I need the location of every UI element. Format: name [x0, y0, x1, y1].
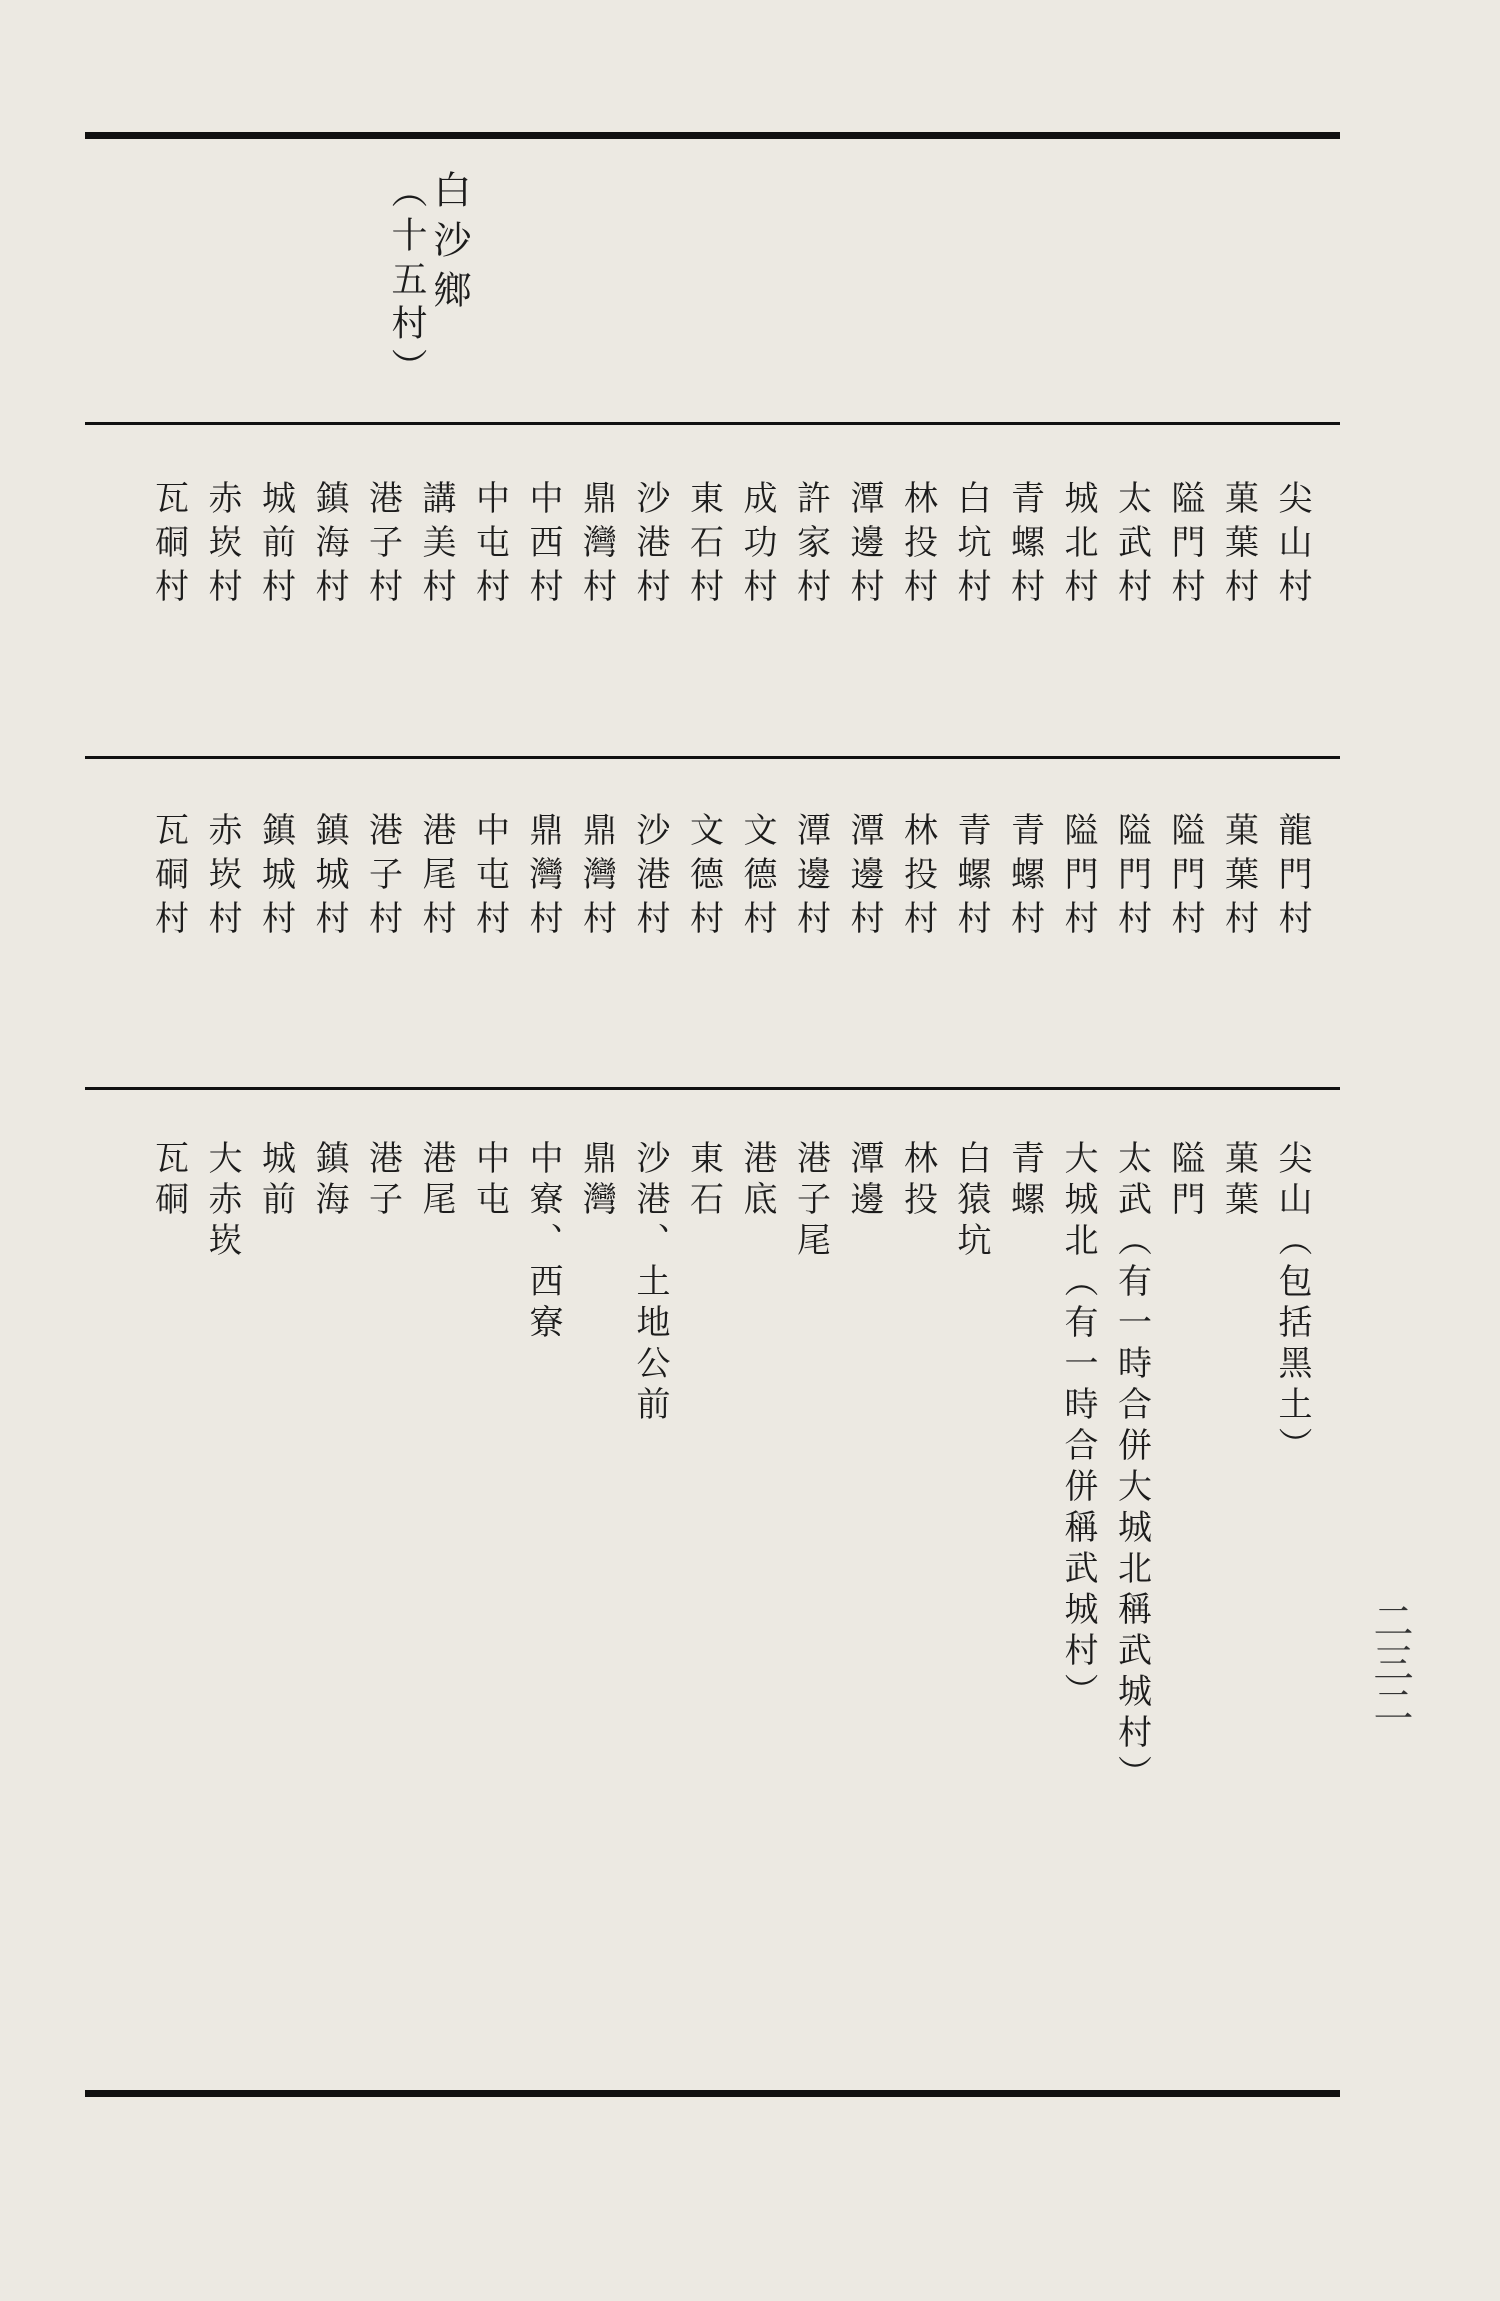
table-cell: 東石 — [683, 1140, 724, 1222]
table-cell: 港底 — [737, 1140, 777, 1222]
table-cell: 講美村 — [416, 480, 456, 612]
table-cell: 大赤崁 — [202, 1140, 242, 1263]
rule-row-1 — [85, 756, 1340, 759]
table-cell: 鼎灣村 — [576, 480, 617, 612]
table-cell: 瓦硐村 — [148, 480, 189, 612]
table-cell: 成功村 — [737, 480, 777, 612]
table-cell: 林投 — [897, 1140, 938, 1222]
table-cell: 港子村 — [362, 812, 403, 944]
table-cell: 隘門村 — [1111, 812, 1152, 944]
table-cell: 瓦硐村 — [148, 812, 189, 944]
table-cell: 青螺村 — [1004, 812, 1045, 944]
table-cell: 瓦硐 — [148, 1140, 189, 1222]
table-cell: 隘門村 — [1165, 480, 1205, 612]
table-cell: 城前 — [255, 1140, 296, 1222]
table-cell: 文德村 — [683, 812, 724, 944]
table-cell: 中西村 — [523, 480, 563, 612]
table-cell: 白坑村 — [951, 480, 991, 612]
table-cell: 鼎灣村 — [523, 812, 563, 944]
table-cell: 隘門 — [1165, 1140, 1205, 1222]
table-cell: 白猿坑 — [951, 1140, 991, 1263]
table-cell: 青螺村 — [951, 812, 991, 944]
table-cell: 青螺村 — [1004, 480, 1045, 612]
table-cell: 沙港村 — [630, 480, 670, 612]
table-cell: 潭邊村 — [844, 480, 884, 612]
page-number: 二三二 — [1367, 1600, 1413, 1726]
table-cell: 菓葉 — [1218, 1140, 1259, 1222]
table-cell: 沙港村 — [630, 812, 670, 944]
table-cell: 鼎灣村 — [576, 812, 617, 944]
table-cell: 中屯村 — [469, 812, 510, 944]
table-cell: 城前村 — [255, 480, 296, 612]
table-cell: 鼎灣 — [576, 1140, 617, 1222]
table-cell: 港子村 — [362, 480, 403, 612]
bottom-rule — [85, 2090, 1340, 2097]
table-cell: 鎮海村 — [309, 480, 349, 612]
table-cell: 林投村 — [897, 812, 938, 944]
table-cell: 城北村 — [1058, 480, 1098, 612]
table-cell: 赤崁村 — [202, 480, 242, 612]
rule-row-2 — [85, 1087, 1340, 1090]
table-cell: 隘門村 — [1058, 812, 1098, 944]
table-cell: 潭邊 — [844, 1140, 884, 1222]
table-cell: 港尾 — [416, 1140, 456, 1222]
table-cell: 潭邊村 — [844, 812, 884, 944]
table-cell: 菓葉村 — [1218, 480, 1259, 612]
table-cell: 林投村 — [897, 480, 938, 612]
table-cell: 港子 — [362, 1140, 403, 1222]
rule-under-heading — [85, 422, 1340, 425]
table-cell: 尖山村 — [1272, 480, 1312, 612]
table-cell: 赤崁村 — [202, 812, 242, 944]
table-cell: 鎮城村 — [255, 812, 296, 944]
table-cell: 隘門村 — [1165, 812, 1205, 944]
table-cell: 菓葉村 — [1218, 812, 1259, 944]
table-cell: 鎮海 — [309, 1140, 349, 1222]
table-cell: 潭邊村 — [790, 812, 831, 944]
table-cell: 中屯 — [469, 1140, 510, 1222]
township-name: 白沙鄉 — [427, 170, 471, 320]
table-cell: 東石村 — [683, 480, 724, 612]
table-cell: 許家村 — [790, 480, 831, 612]
table-cell: 港子尾 — [790, 1140, 831, 1263]
township-village-count: （十五村） — [386, 172, 427, 392]
table-cell: 中寮、西寮 — [523, 1140, 563, 1345]
table-cell: 太武（有一時合併大城北稱武城村） — [1111, 1140, 1152, 1796]
top-rule — [85, 132, 1340, 139]
table-cell: 太武村 — [1111, 480, 1152, 612]
table-cell: 鎮城村 — [309, 812, 349, 944]
table-cell: 青螺 — [1004, 1140, 1045, 1222]
table-cell: 文德村 — [737, 812, 777, 944]
table-cell: 沙港、土地公前 — [630, 1140, 670, 1427]
table-cell: 龍門村 — [1272, 812, 1312, 944]
table-cell: 尖山（包括黑土） — [1272, 1140, 1312, 1468]
table-cell: 大城北（有一時合併稱武城村） — [1058, 1140, 1098, 1714]
table-cell: 港尾村 — [416, 812, 456, 944]
table-cell: 中屯村 — [469, 480, 510, 612]
